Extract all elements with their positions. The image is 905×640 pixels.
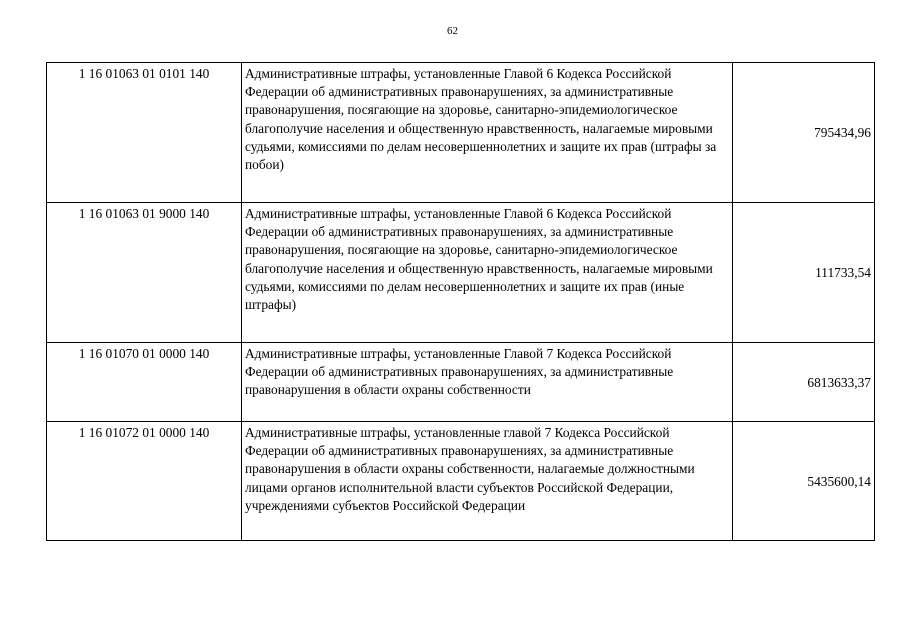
revenue-amount: 111733,54 [733,203,875,343]
revenue-amount: 6813633,37 [733,343,875,422]
budget-classification-code: 1 16 01063 01 0101 140 [47,63,242,203]
revenue-table [46,62,875,541]
revenue-description: Административные штрафы, установленные Главой 7 Кодекса Российской Федерации об административных правонарушениях, за административные правонарушения в области охраны собственности [242,343,733,422]
table-row [47,343,875,422]
revenue-description: Административные штрафы, установленные главой 7 Кодекса Российской Федерации об административных правонарушениях, за административные правонарушения в области охраны собственности, налагаемые должностными лицами органов исполнительной власти субъектов Российской Федерации, учреждениями субъектов Российской Федерации [242,422,733,541]
revenue-amount: 5435600,14 [733,422,875,541]
budget-classification-code: 1 16 01070 01 0000 140 [47,343,242,422]
table-row [47,203,875,343]
table-row [47,422,875,541]
table-row [47,63,875,203]
revenue-amount: 795434,96 [733,63,875,203]
revenue-description: Административные штрафы, установленные Главой 6 Кодекса Российской Федерации об административных правонарушениях, за административные правонарушения, посягающие на здоровье, санитарно-эпидемиологическое благополучие населения и общественную нравственность, налагаемые мировыми судьями, комиссиями по делам несовершеннолетних и защите их прав (штрафы за побои) [242,63,733,203]
budget-classification-code: 1 16 01063 01 9000 140 [47,203,242,343]
budget-classification-code: 1 16 01072 01 0000 140 [47,422,242,541]
page-number: 62 [447,25,458,37]
revenue-description: Административные штрафы, установленные Главой 6 Кодекса Российской Федерации об административных правонарушениях, за административные правонарушения, посягающие на здоровье, санитарно-эпидемиологическое благополучие населения и общественную нравственность, налагаемые мировыми судьями, комиссиями по делам несовершеннолетних и защите их прав (иные штрафы) [242,203,733,343]
